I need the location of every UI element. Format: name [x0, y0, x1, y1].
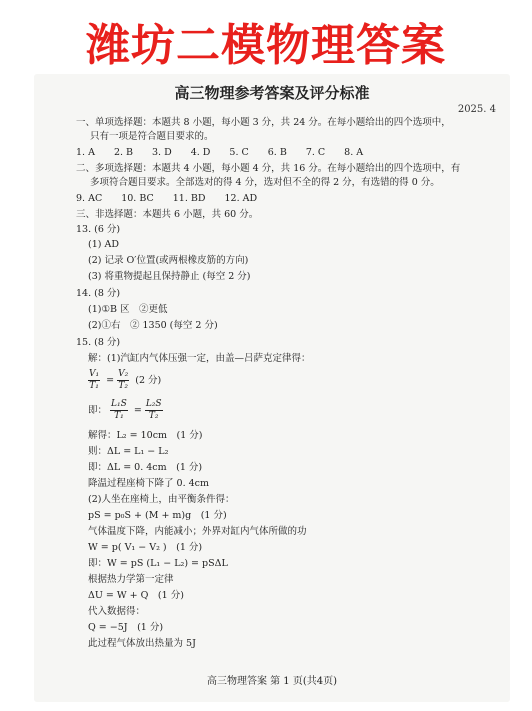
fraction-v2-t2: $\frac{\text{V₂}}{\text{T₂}}$ — [118, 369, 129, 391]
q13-answer-2: (2) 记录 O′位置(或两根橡皮筋的方向) — [88, 255, 249, 266]
q15-line-9: pS = p₀S + (M + m)g (1 分) — [88, 510, 227, 521]
q15-line-1: 解：(1)汽缸内气体压强一定，由盖—吕萨克定律得： — [88, 353, 311, 364]
q15-line-15: 代入数据得： — [88, 606, 146, 617]
q14-heading: 14. (8 分) — [76, 288, 121, 299]
answer-sheet — [34, 74, 510, 702]
section2-heading: 二、多项选择题：本题共 4 小题，每小题 4 分，共 16 分。在每小题给出的四个选项中，有 — [76, 163, 461, 174]
q14-answer-2: (2)①右 ② 1350 (每空 2 分) — [88, 320, 218, 331]
document-date: 2025. 4 — [457, 104, 496, 115]
q15-line-11: W = p( V₁ − V₂ ) (1 分) — [88, 542, 203, 553]
q13-answer-1: (1) AD — [88, 239, 119, 250]
q15-line-12: 即：W = pS (L₁ − L₂) = pSΔL — [88, 558, 228, 569]
fraction-v1-t1: $\frac{\text{V₁}}{\text{T₁}}$ — [89, 369, 100, 391]
document-title: 高三物理参考答案及评分标准 — [174, 84, 370, 102]
section2-answers: 9. AC 10. BC 11. BD 12. AD — [76, 193, 258, 204]
banner-title: 潍坊二模物理答案 — [86, 20, 446, 71]
q15-line-17: 此过程气体放出热量为 5J — [88, 638, 196, 649]
section2-heading-cont: 多项符合题目要求。全部选对的得 4 分，选对但不全的得 2 分，有选错的得 0 分。 — [90, 177, 440, 188]
section3-heading: 三、非选择题：本题共 6 小题，共 60 分。 — [76, 209, 259, 220]
page-footer: 高三物理答案 第 1 页(共4页) — [206, 676, 338, 687]
section1-heading: 一、单项选择题：本题共 8 小题，每小题 3 分，共 24 分。在每小题给出的四个选项中， — [76, 117, 451, 128]
q15-line-8: (2)人坐在座椅上，由平衡条件得： — [88, 494, 235, 505]
q15-formula-1: $\frac{\text{V₁}}{\text{T₁}}$ = $\frac{\text{V₂}}{\text{T₂}}$ (2 分) — [89, 369, 162, 391]
q15-line-10: 气体温度下降，内能减小；外界对缸内气体所做的功 — [88, 526, 307, 537]
q15-line-16: Q = −5J (1 分) — [88, 622, 164, 633]
q13-answer-3: (3) 将重物提起且保持静止 (每空 2 分) — [88, 271, 251, 282]
q15-line-4: 解得：L₂ = 10cm (1 分) — [88, 430, 203, 441]
q15-formula-2: 即： $\frac{\text{L₁S}}{\text{T₁}}$ = $\frac{\text{L₂S}}{\text{T₂}}$ — [88, 399, 162, 421]
q14-answer-1: (1)①B 区 ②更低 — [88, 304, 168, 315]
section1-heading-cont: 只有一项是符合题目要求的。 — [90, 131, 214, 142]
q15-line-5: 则：ΔL = L₁ − L₂ — [88, 446, 169, 457]
q15-line-7: 降温过程座椅下降了 0. 4cm — [88, 478, 209, 489]
q15-line-13: 根据热力学第一定律 — [88, 574, 174, 585]
q15-formula-1-points: (2 分) — [135, 375, 162, 386]
section1-answers: 1. A 2. B 3. D 4. D 5. C 6. B 7. C 8. A — [76, 147, 364, 158]
fraction-l1s-t1: $\frac{\text{L₁S}}{\text{T₁}}$ — [111, 399, 127, 421]
q15-heading: 15. (8 分) — [76, 337, 121, 348]
fraction-l2s-t2: $\frac{\text{L₂S}}{\text{T₂}}$ — [145, 399, 162, 421]
q13-heading: 13. (6 分) — [76, 224, 121, 235]
q15-line-6: 即：ΔL = 0. 4cm (1 分) — [88, 462, 203, 473]
q15-line-14: ΔU = W + Q (1 分) — [88, 590, 184, 601]
